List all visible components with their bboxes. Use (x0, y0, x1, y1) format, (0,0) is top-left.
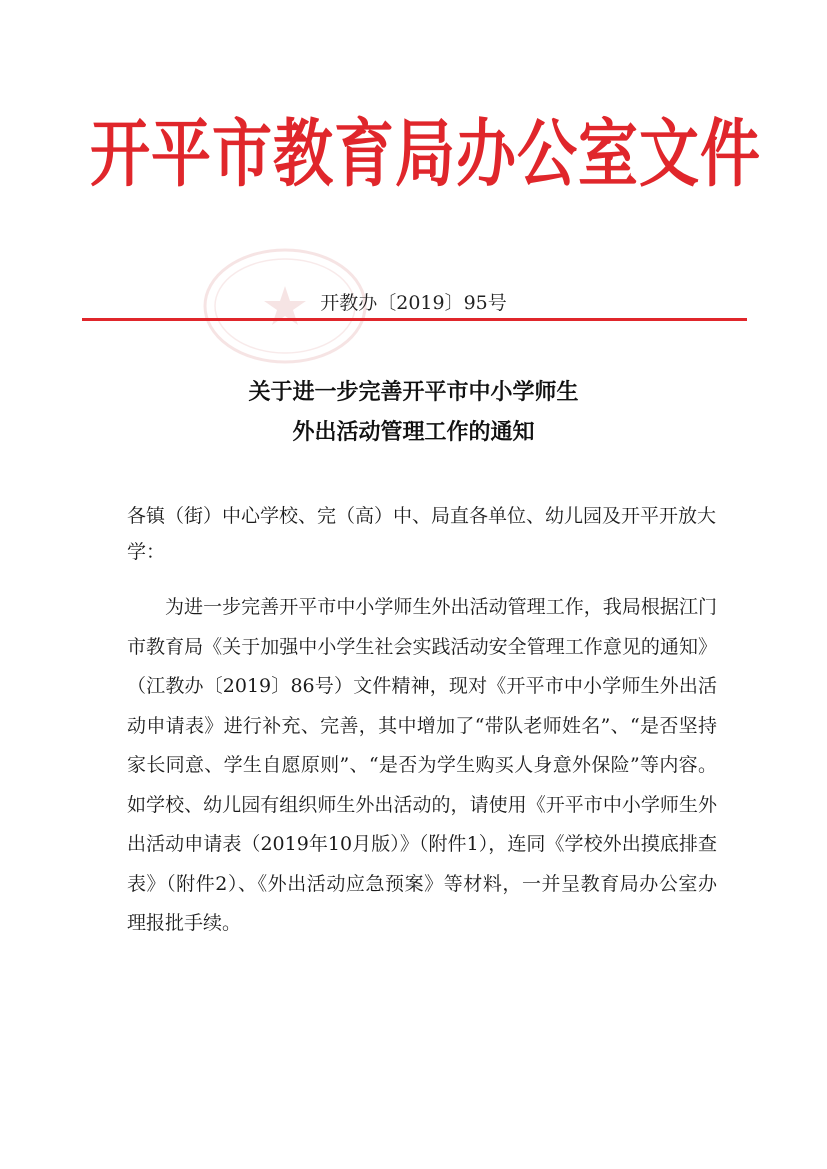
masthead-title: 开平市教育局办公室文件 (90, 111, 761, 198)
notice-title-line-2: 外出活动管理工作的通知 (292, 420, 535, 445)
red-divider-line (82, 318, 747, 321)
document-number: 开教办〔2019〕95号 (320, 292, 507, 314)
body-paragraph: 为进一步完善开平市中小学师生外出活动管理工作，我局根据江门市教育局《关于加强中小学生社会实践活动安全管理工作意见的通知》（江教办〔2019〕86号）文件精神，现对《开平市中小学师生外出活动申请表》进行补充、完善，其中增加了“带队老师姓名”、“是否坚持家长同意、学生自愿原则”、“是否为学生购买人身意外保险”等内容。如学校、幼儿园有组织师生外出活动的，请使用《开平市中小学师生外出活动申请表（2019年10月版）》（附件1），连同《学校外出摸底排查表》（附件2）、《外出活动应急预案》等材料，一并呈教育局办公室办理报批手续。 (127, 596, 717, 934)
notice-title-line-1: 关于进一步完善开平市中小学师生 (248, 380, 579, 405)
addressee-line: 各镇（街）中心学校、完（高）中、局直各单位、幼儿园及开平开放大学： (127, 505, 717, 563)
